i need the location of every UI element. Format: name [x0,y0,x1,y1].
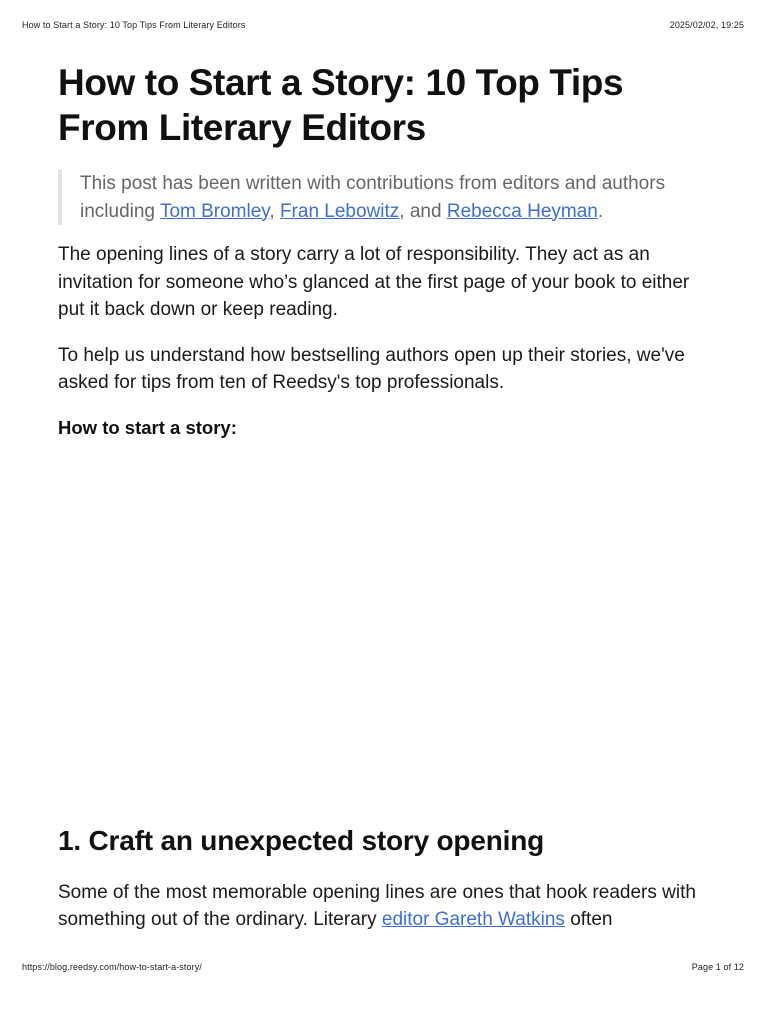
intro-paragraph-2: To help us understand how bestselling authors open up their stories, we've asked for tips from ten of Reedsy's top professionals. [58,344,685,393]
print-header-datetime: 2025/02/02, 19:25 [669,20,744,30]
article-title-line-2: From Literary Editors [58,107,426,148]
article [58,60,708,934]
section-1-paragraph [58,879,708,934]
quote-end: . [597,200,604,222]
intro-paragraph-1: The opening lines of a story carry a lot of responsibility. They act as an invitation for someone who’s glanced at the first page of your book to either put it back down or keep reading. [58,244,690,320]
link-rebecca-heyman[interactable]: Rebecca Heyman [446,200,598,222]
link-fran-lebowitz[interactable]: Fran Lebowitz [279,200,400,222]
section-1-text-end: often [564,909,613,930]
list-subheading: How to start a story: [58,416,237,438]
print-footer-page-number: Page 1 of 12 [691,962,744,972]
section-1-text: Some of the most memorable opening lines are ones that hook readers with something out of the ordinary. Literary [58,881,696,930]
section-1-heading: 1. Craft an unexpected story opening [58,824,544,856]
contributors-quote [58,170,708,225]
link-tom-bromley[interactable]: Tom Bromley [159,200,270,222]
quote-separator-2: , and [399,200,447,222]
quote-text: This post has been written with contributions from editors and authors including [80,173,666,222]
article-title [58,60,708,150]
embedded-media-placeholder [58,441,708,823]
print-header [22,20,744,30]
print-footer-url: https://blog.reedsy.com/how-to-start-a-story/ [22,962,202,972]
link-editor-gareth-watkins[interactable]: editor Gareth Watkins [381,909,565,930]
print-header-title: How to Start a Story: 10 Top Tips From Literary Editors [22,20,246,30]
article-title-line-1: How to Start a Story: 10 Top Tips [58,62,624,103]
quote-separator-1: , [269,200,280,222]
print-footer [22,962,744,972]
